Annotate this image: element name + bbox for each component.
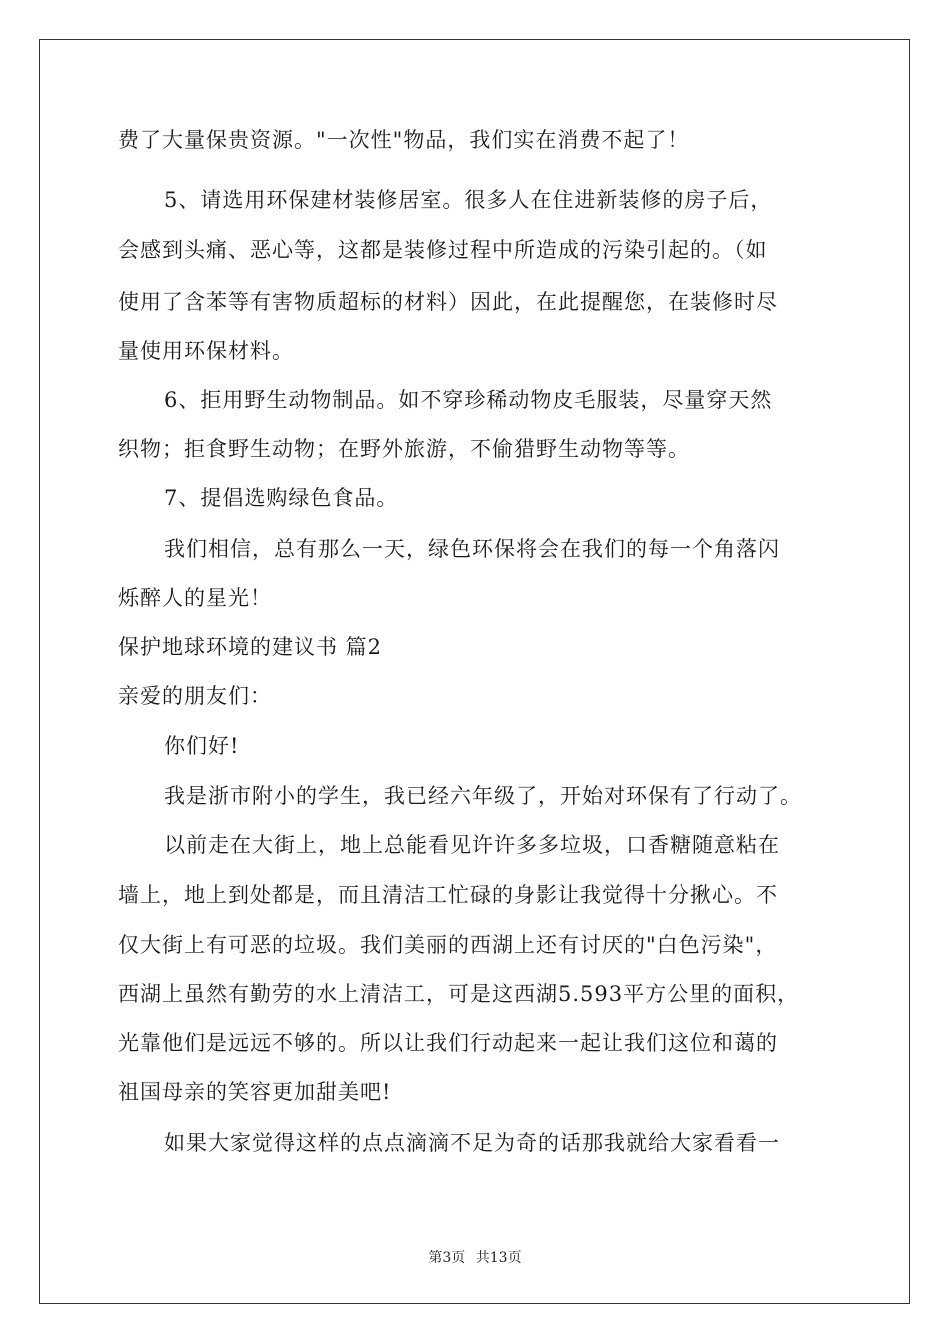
salutation: 亲爱的朋友们： [118,684,272,708]
paragraph-line: 我们相信，总有那么一天，绿色环保将会在我们的每一个角落闪 [164,537,780,561]
section-heading: 保护地球环境的建议书 篇2 [118,635,383,659]
paragraph-line: 会感到头痛、恶心等，这都是装修过程中所造成的污染引起的。（如 [118,238,768,262]
paragraph-line: 墙上，地上到处都是，而且清洁工忙碌的身影让我觉得十分揪心。不 [118,883,778,907]
paragraph-line: 7、提倡选购绿色食品。 [164,486,399,510]
paragraph-line: 量使用环保材料。 [118,339,294,363]
paragraph-line: 如果大家觉得这样的点点滴滴不足为奇的话那我就给大家看看一 [164,1131,780,1155]
paragraph-line: 使用了含苯等有害物质超标的材料）因此，在此提醒您，在装修时尽 [118,290,778,314]
paragraph-line: 仅大街上有可恶的垃圾。我们美丽的西湖上还有讨厌的"白色污染"， [118,933,778,957]
paragraph-line: 我是浙市附小的学生，我已经六年级了，开始对环保有了行动了。 [164,784,802,808]
paragraph-line: 5、请选用环保建材装修居室。很多人在住进新装修的房子后， [164,188,773,212]
paragraph-line: 祖国母亲的笑容更加甜美吧! [118,1080,392,1104]
page-footer [0,1247,950,1267]
paragraph-line: 你们好! [164,734,240,758]
paragraph-line: 6、拒用野生动物制品。如不穿珍稀动物皮毛服装，尽量穿天然 [164,388,773,412]
page-number: 第3页 [428,1250,466,1266]
paragraph-line: 光靠他们是远远不够的。所以让我们行动起来一起让我们这位和蔼的 [118,1031,778,1055]
paragraph-line: 费了大量保贵资源。"一次性"物品，我们实在消费不起了！ [118,128,690,152]
paragraph-line: 烁醉人的星光！ [118,586,272,610]
paragraph-line: 织物；拒食野生动物；在野外旅游，不偷猎野生动物等等。 [118,437,690,461]
page-total: 共13页 [475,1250,522,1266]
paragraph-line: 以前走在大街上，地上总能看见许许多多垃圾，口香糖随意粘在 [164,833,780,857]
paragraph-line: 西湖上虽然有勤劳的水上清洁工，可是这西湖5.593平方公里的面积， [118,982,800,1006]
page-border [39,39,910,1304]
